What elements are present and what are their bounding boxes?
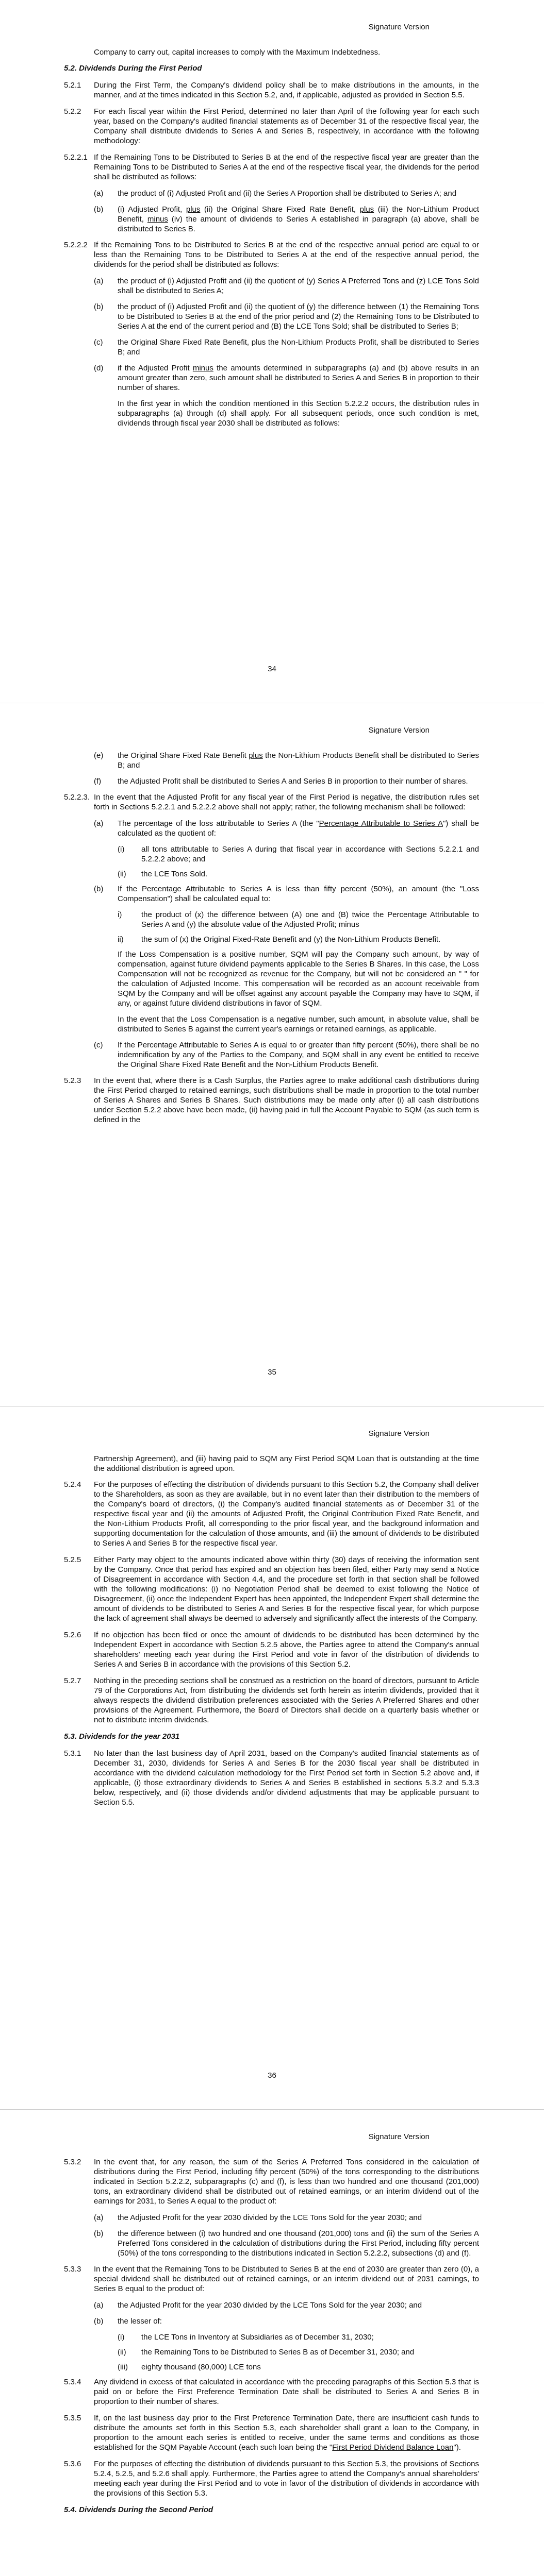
item-text: (i) Adjusted Profit, plus (ii) the Original Share Fixed Rate Benefit, plus (iii) the Non-Lithium Product Benefit, minus (iv) the amount of dividends to Series A established in paragraph (a) above, shall be distributed to Series B.: [118, 205, 479, 233]
clause-5-2-2-1: [64, 152, 479, 182]
item-text: the product of (i) Adjusted Profit and (ii) the quotient of (y) the difference between (1) the Remaining Tons to be Distributed to Series B at the end of the prior period and (2) the Remaining Tons to be Distributed to Series A at the end of the current period and (B) the LCE Tons Sold; shall be distributed to Series B;: [118, 302, 479, 331]
page-36: [0, 1406, 544, 2110]
clause-text: If the Remaining Tons to be Distributed to Series B at the end of the respective fiscal year are greater than the Remaining Tons to be Distributed to Series A at the end of the respective fiscal year, the dividends for the period shall be distributed as follows:: [94, 153, 479, 181]
item-label: i): [118, 910, 122, 919]
clause-text: For the purposes of effecting the distribution of dividends pursuant to this Section 5.3, the provisions of Sections 5.2.4, 5.2.5, and 5.2.6 shall apply. Furthermore, the Parties agree to attend the Company's annual shareholders' meeting each year during the First Period and to vote in favor of the distribution of dividends in accordance with the provisions of this Section 5.3.: [94, 2460, 479, 2498]
clause-5-3-6: [64, 2459, 479, 2498]
clause-text: No later than the last business day of April 2031, based on the Company's audited financial statements as of December 31, 2030, dividends for Series A and Series B for the 2030 fiscal year shall be distributed in accordance with the dividend calculation methodology for the First Period set forth in Section 5.2 above and, if applicable, (i) those extraordinary dividends to Series A and Series B established in sections 5.3.2 and 5.3.3 below, respectively, and (ii) those dividends and/or dividend adjustments that may be applicable pursuant to Section 5.5.: [94, 1749, 479, 1807]
clause-5-2-2-2: [64, 240, 479, 269]
clause-number: 5.2.6: [64, 1631, 81, 1639]
item-b: [94, 2316, 479, 2326]
page-34: [0, 0, 544, 703]
page-header: Signature Version: [368, 23, 430, 31]
page-number: 34: [268, 665, 276, 673]
item-text: the product of (x) the difference between (A) one and (B) twice the Percentage Attributable to Series A and (y) the absolute value of the Adjusted Profit; minus: [141, 910, 479, 929]
clause-number: 5.2.2.2: [64, 241, 88, 249]
item-text: If the Percentage Attributable to Series A is less than fifty percent (50%), an amount (the "Loss Compensation") shall be calculated equal to:: [118, 885, 479, 903]
item-label: (i): [118, 2333, 125, 2342]
item-label: (e): [94, 751, 104, 760]
item-label: (ii): [118, 2348, 126, 2357]
clause-5-3-4: [64, 2377, 479, 2406]
item-label: (b): [94, 2317, 104, 2326]
section-heading-5-2: 5.2. Dividends During the First Period: [64, 64, 202, 73]
page-header: Signature Version: [368, 1429, 430, 1438]
clause-text: In the event that, for any reason, the sum of the Series A Preferred Tons considered in the calculation of distributions during the First Period, including fifty percent (50%) of the tons corresponding to the distributions indicated in Section 5.2.2.2, subparagraphs (c) and (f), is less than two hundred and one thousand (201,000) tons, an extraordinary dividend shall be distributed out of retained earnings, or an interim dividend out of the earnings for 2031, to Series A equal to the product of:: [94, 2158, 479, 2206]
item-label: (a): [94, 819, 104, 828]
item-label: ii): [118, 935, 124, 944]
page-content: [64, 1454, 479, 1814]
clause-number: 5.2.3: [64, 1076, 81, 1085]
item-a: [94, 2300, 479, 2310]
clause-text: In the event that the Remaining Tons to be Distributed to Series B at the end of 2030 are greater than zero (0), a special dividend shall be distributed out of retained earnings, or an interim dividend out of 2031 earnings, to Series B equal to the product of:: [94, 2265, 479, 2293]
item-text: the Adjusted Profit shall be distributed to Series A and Series B in proportion to their number of shares.: [118, 777, 468, 786]
clause-5-2-4: [64, 1480, 479, 1548]
item-label: (c): [94, 1041, 103, 1049]
clause-text: In the event that the Adjusted Profit for any fiscal year of the First Period is negative, the distribution rules set forth in Sections 5.2.2.1 and 5.2.2.2 above shall not apply; rather, the following mechanism shall be followed:: [94, 793, 479, 811]
item-label: (a): [94, 2213, 104, 2222]
item-a: [94, 2213, 479, 2223]
clause-text: Any dividend in excess of that calculated in accordance with the preceding paragraphs of this Section 5.3 that is paid on or before the First Preference Termination Date shall be distributed to Series A and Series B in proportion to their number of shares.: [94, 2378, 479, 2406]
item-ii: [118, 935, 479, 944]
item-b: [94, 205, 479, 234]
item-text: the product of (i) Adjusted Profit and (ii) the quotient of (y) Series A Preferred Tons and (z) LCE Tons Sold shall be distributed to Series A;: [118, 277, 479, 295]
item-f: [94, 776, 479, 786]
item-text: the difference between (i) two hundred and one thousand (201,000) tons and (ii) the sum of the Series A Preferred Tons considered in the calculation of distributions during the First Period, including fifty percent (50%) of the tons corresponding to the distributions indicated in Section 5.2.2.2, subsections (d) and (f).: [118, 2229, 479, 2258]
item-text: the LCE Tons in Inventory at Subsidiaries as of December 31, 2030;: [141, 2333, 374, 2342]
item-b: [94, 302, 479, 331]
clause-text: If, on the last business day prior to the First Preference Termination Date, there are insufficient cash funds to distribute the amounts set forth in this Section 5.3, each shareholder shall grant a loan to the Company, in proportion to the amount each series is entitled to receive, under the same terms and conditions as those established for the SQM Payable Account (each such loan being the "First Period Dividend Balance Loan").: [94, 2414, 479, 2452]
item-a: [94, 819, 479, 838]
clause-text: During the First Term, the Company's dividend policy shall be to make distributions in the amounts, in the manner, and at the times indicated in this Section 5.2, and, if applicable, adjusted as provided in Section 5.5.: [94, 81, 479, 99]
clause-5-3-1: [64, 1749, 479, 1807]
clause-5-3-3: [64, 2264, 479, 2294]
clause-text: If the Remaining Tons to be Distributed to Series B at the end of the respective annual period are equal to or less than the Remaining Tons to be Distributed to Series A at the end of the respective annual period, the dividends for the period shall be distributed as follows:: [94, 241, 479, 269]
clause-number: 5.2.5: [64, 1555, 81, 1564]
clause-number: 5.3.1: [64, 1749, 81, 1758]
clause-5-2-7: [64, 1676, 479, 1725]
clause-text: Nothing in the preceding sections shall be construed as a restriction on the board of directors, pursuant to Article 79 of the Corporations Act, from distributing the dividends set forth herein as interim dividends, provided that it always respects the dividend distribution preferences associated with the Series A Preferred Shares and other provisions of the Agreement. Furthermore, the Board of Directors shall decide on a quarterly basis whether or not to distribute interim dividends.: [94, 1676, 479, 1724]
clause-5-2-2: [64, 107, 479, 146]
page-number: 36: [268, 2071, 276, 2080]
item-a: [94, 189, 479, 198]
clause-number: 5.3.4: [64, 2378, 81, 2386]
page-number: 35: [268, 1368, 276, 1377]
item-i: [118, 2332, 479, 2342]
section-heading-5-3: 5.3. Dividends for the year 2031: [64, 1732, 180, 1741]
item-label: (iii): [118, 2363, 128, 2371]
item-label: (a): [94, 189, 104, 198]
clause-number: 5.2.4: [64, 1480, 81, 1489]
item-label: (d): [94, 364, 104, 372]
clause-number: 5.3.3: [64, 2265, 81, 2274]
page-content: [64, 751, 479, 1131]
closing-paragraph: In the first year in which the condition mentioned in this Section 5.2.2.2 occurs, the distribution rules in subparagraphs (a) through (d) shall apply. For all subsequent periods, once such condition is met, dividends through fiscal year 2030 shall be distributed as follows:: [118, 399, 479, 428]
page-35: [0, 703, 544, 1406]
clause-text: For the purposes of effecting the distribution of dividends pursuant to this Section 5.2, the Company shall deliver to the Shareholders, as soon as they are available, but in no event later than their distribution to the members of the Company's board of directors, (i) the Company's audited financial statements as of December 31 of the respective fiscal year and (ii) the amounts of Adjusted Profit, the Original Contribution Fixed Rate Benefit, and the Non-Lithium Products Profit, all corresponding to the prior fiscal year, and the background information and supporting documentation for the calculation of those amounts, and (iii) the amount of dividends to be distributed to Series A and Series B for the respective fiscal year.: [94, 1480, 479, 1548]
item-label: (ii): [118, 870, 126, 878]
item-label: (b): [94, 885, 104, 893]
clause-5-2-3: [64, 1076, 479, 1125]
item-label: (i): [118, 845, 125, 854]
item-c: [94, 1040, 479, 1070]
item-text: the Original Share Fixed Rate Benefit, plus the Non-Lithium Products Profit, shall be distributed to Series B; and: [118, 338, 479, 357]
clause-5-3-5: [64, 2413, 479, 2452]
page-content: [64, 47, 479, 434]
negative-loss-paragraph: In the event that the Loss Compensation is a negative number, such amount, in absolute value, shall be distributed to Series B against the current year's earnings or retained earnings, as applicable.: [118, 1015, 479, 1033]
item-label: (a): [94, 2301, 104, 2310]
clause-number: 5.3.5: [64, 2414, 81, 2422]
item-i: [118, 844, 479, 864]
item-label: (f): [94, 777, 102, 786]
page-37: [0, 2110, 544, 2576]
item-label: (b): [94, 302, 104, 311]
page-header: Signature Version: [368, 2132, 430, 2141]
item-i: [118, 910, 479, 929]
item-iii: [118, 2362, 479, 2372]
clause-number: 5.3.6: [64, 2460, 81, 2468]
clause-number: 5.2.7: [64, 1676, 81, 1685]
clause-5-2-6: [64, 1630, 479, 1669]
item-ii: [118, 2347, 479, 2357]
clause-text: If no objection has been filed or once the amount of dividends to be distributed has been determined by the Independent Expert in accordance with Section 5.2.5 above, the Parties agree to attend the Company's annual shareholders' meeting each year during the First Period and vote in favor of the distribution of dividends to Series A and Series B in accordance with the provisions of this Section 5.2.: [94, 1631, 479, 1669]
item-text: all tons attributable to Series A during that fiscal year in accordance with Sections 5.2.2.1 and 5.2.2.2 above; and: [141, 845, 479, 863]
page-content: [64, 2157, 479, 2522]
clause-text: In the event that, where there is a Cash Surplus, the Parties agree to make additional cash distributions during the First Period charged to retained earnings, such distributions shall be made in proportion to the total number of Series A Shares and Series B Shares. Such distributions may be made only after (i) all cash distributions under Section 5.2.2 above have been made, (ii) having paid in full the Account Payable to SQM (as such term is defined in the: [94, 1076, 479, 1124]
item-text: The percentage of the loss attributable to Series A (the "Percentage Attributable to Series A") shall be calculated as the quotient of:: [118, 819, 479, 838]
clause-5-3-2: [64, 2157, 479, 2206]
item-ii: [118, 869, 479, 879]
clause-number: 5.3.2: [64, 2158, 81, 2166]
item-a: [94, 276, 479, 296]
clause-number: 5.2.2: [64, 107, 81, 116]
item-text: if the Adjusted Profit minus the amounts determined in subparagraphs (a) and (b) above results in an amount greater than zero, such amount shall be distributed to Series A and Series B in proportion to their number of shares.: [118, 364, 479, 392]
item-text: the lesser of:: [118, 2317, 162, 2326]
clause-number: 5.2.1: [64, 81, 81, 90]
item-text: the Original Share Fixed Rate Benefit plus the Non-Lithium Products Benefit shall be distributed to Series B; and: [118, 751, 479, 770]
page-header: Signature Version: [368, 726, 430, 735]
clause-5-2-5: [64, 1555, 479, 1623]
clause-text: For each fiscal year within the First Period, determined no later than April of the following year for each such year, based on the Company's audited financial statements as of December 31 of the respective fiscal year, the Company shall distribute dividends to Series A and Series B, respectively, in accordance with the following methodology:: [94, 107, 479, 145]
clause-number: 5.2.2.1: [64, 153, 88, 162]
item-text: the product of (i) Adjusted Profit and (ii) the Series A Proportion shall be distributed to Series A; and: [118, 189, 457, 198]
item-d: [94, 363, 479, 393]
clause-text: Either Party may object to the amounts indicated above within thirty (30) days of receiving the information sent by the Company. Once that period has expired and an objection has been filed, either Party may send a Notice of Disagreement in accordance with Section 4.4, and the procedure set forth in that section shall be followed with the following modifications: (i) no Negotiation Period shall be deemed to exist following the Notice of Disagreement, (ii) once the Independent Expert has been appointed, the Independent Expert shall determine the amount of dividends to be distributed to Series A and Series B for the respective fiscal year, for which purpose the lack of agreement shall always be deemed to adversely and significantly affect the interests of the Company.: [94, 1555, 479, 1623]
clause-5-2-2-3: [64, 792, 479, 812]
item-text: eighty thousand (80,000) LCE tons: [141, 2363, 261, 2371]
item-c: [94, 337, 479, 357]
item-label: (c): [94, 338, 103, 347]
section-heading-5-4: 5.4. Dividends During the Second Period: [64, 2505, 213, 2514]
item-e: [94, 751, 479, 770]
item-text: the sum of (x) the Original Fixed-Rate Benefit and (y) the Non-Lithium Products Benefit.: [141, 935, 441, 944]
continued-paragraph: Partnership Agreement), and (iii) having paid to SQM any First Period SQM Loan that is outstanding at the time the additional distribution is agreed upon.: [94, 1454, 479, 1473]
item-text: If the Percentage Attributable to Series A is equal to or greater than fifty percent (50%), there shall be no indemnification by any of the Parties to the Company, and SQM shall in any event be entitled to receive the Original Share Fixed Rate Benefit and the Non-Lithium Products Benefit.: [118, 1041, 479, 1069]
item-label: (a): [94, 277, 104, 285]
clause-number: 5.2.2.3.: [64, 793, 90, 802]
intro-paragraph: Company to carry out, capital increases to comply with the Maximum Indebtedness.: [94, 48, 381, 57]
item-b: [94, 2229, 479, 2258]
loss-compensation-paragraph: If the Loss Compensation is a positive number, SQM will pay the Company such amount, by way of compensation, against future dividend payments applicable to the Series B Shares. In this case, the Loss Compensation will not be recognized as revenue for the Company, but will not be considered an " " for the calculation of Adjusted Income. This compensation will be recorded as an account receivable from SQM by the Company and will be offset against any account payable the Company may have to SQM, if any, or against future dividend distributions in favor of SQM.: [118, 950, 479, 1008]
item-label: (b): [94, 2229, 104, 2238]
item-text: the Adjusted Profit for the year 2030 divided by the LCE Tons Sold for the year 2030; and: [118, 2213, 422, 2222]
item-text: the LCE Tons Sold.: [141, 870, 208, 878]
item-text: the Adjusted Profit for the year 2030 divided by the LCE Tons Sold for the year 2030; and: [118, 2301, 422, 2310]
item-b: [94, 884, 479, 904]
item-label: (b): [94, 205, 104, 214]
item-text: the Remaining Tons to be Distributed to Series B as of December 31, 2030; and: [141, 2348, 415, 2357]
clause-5-2-1: [64, 80, 479, 100]
